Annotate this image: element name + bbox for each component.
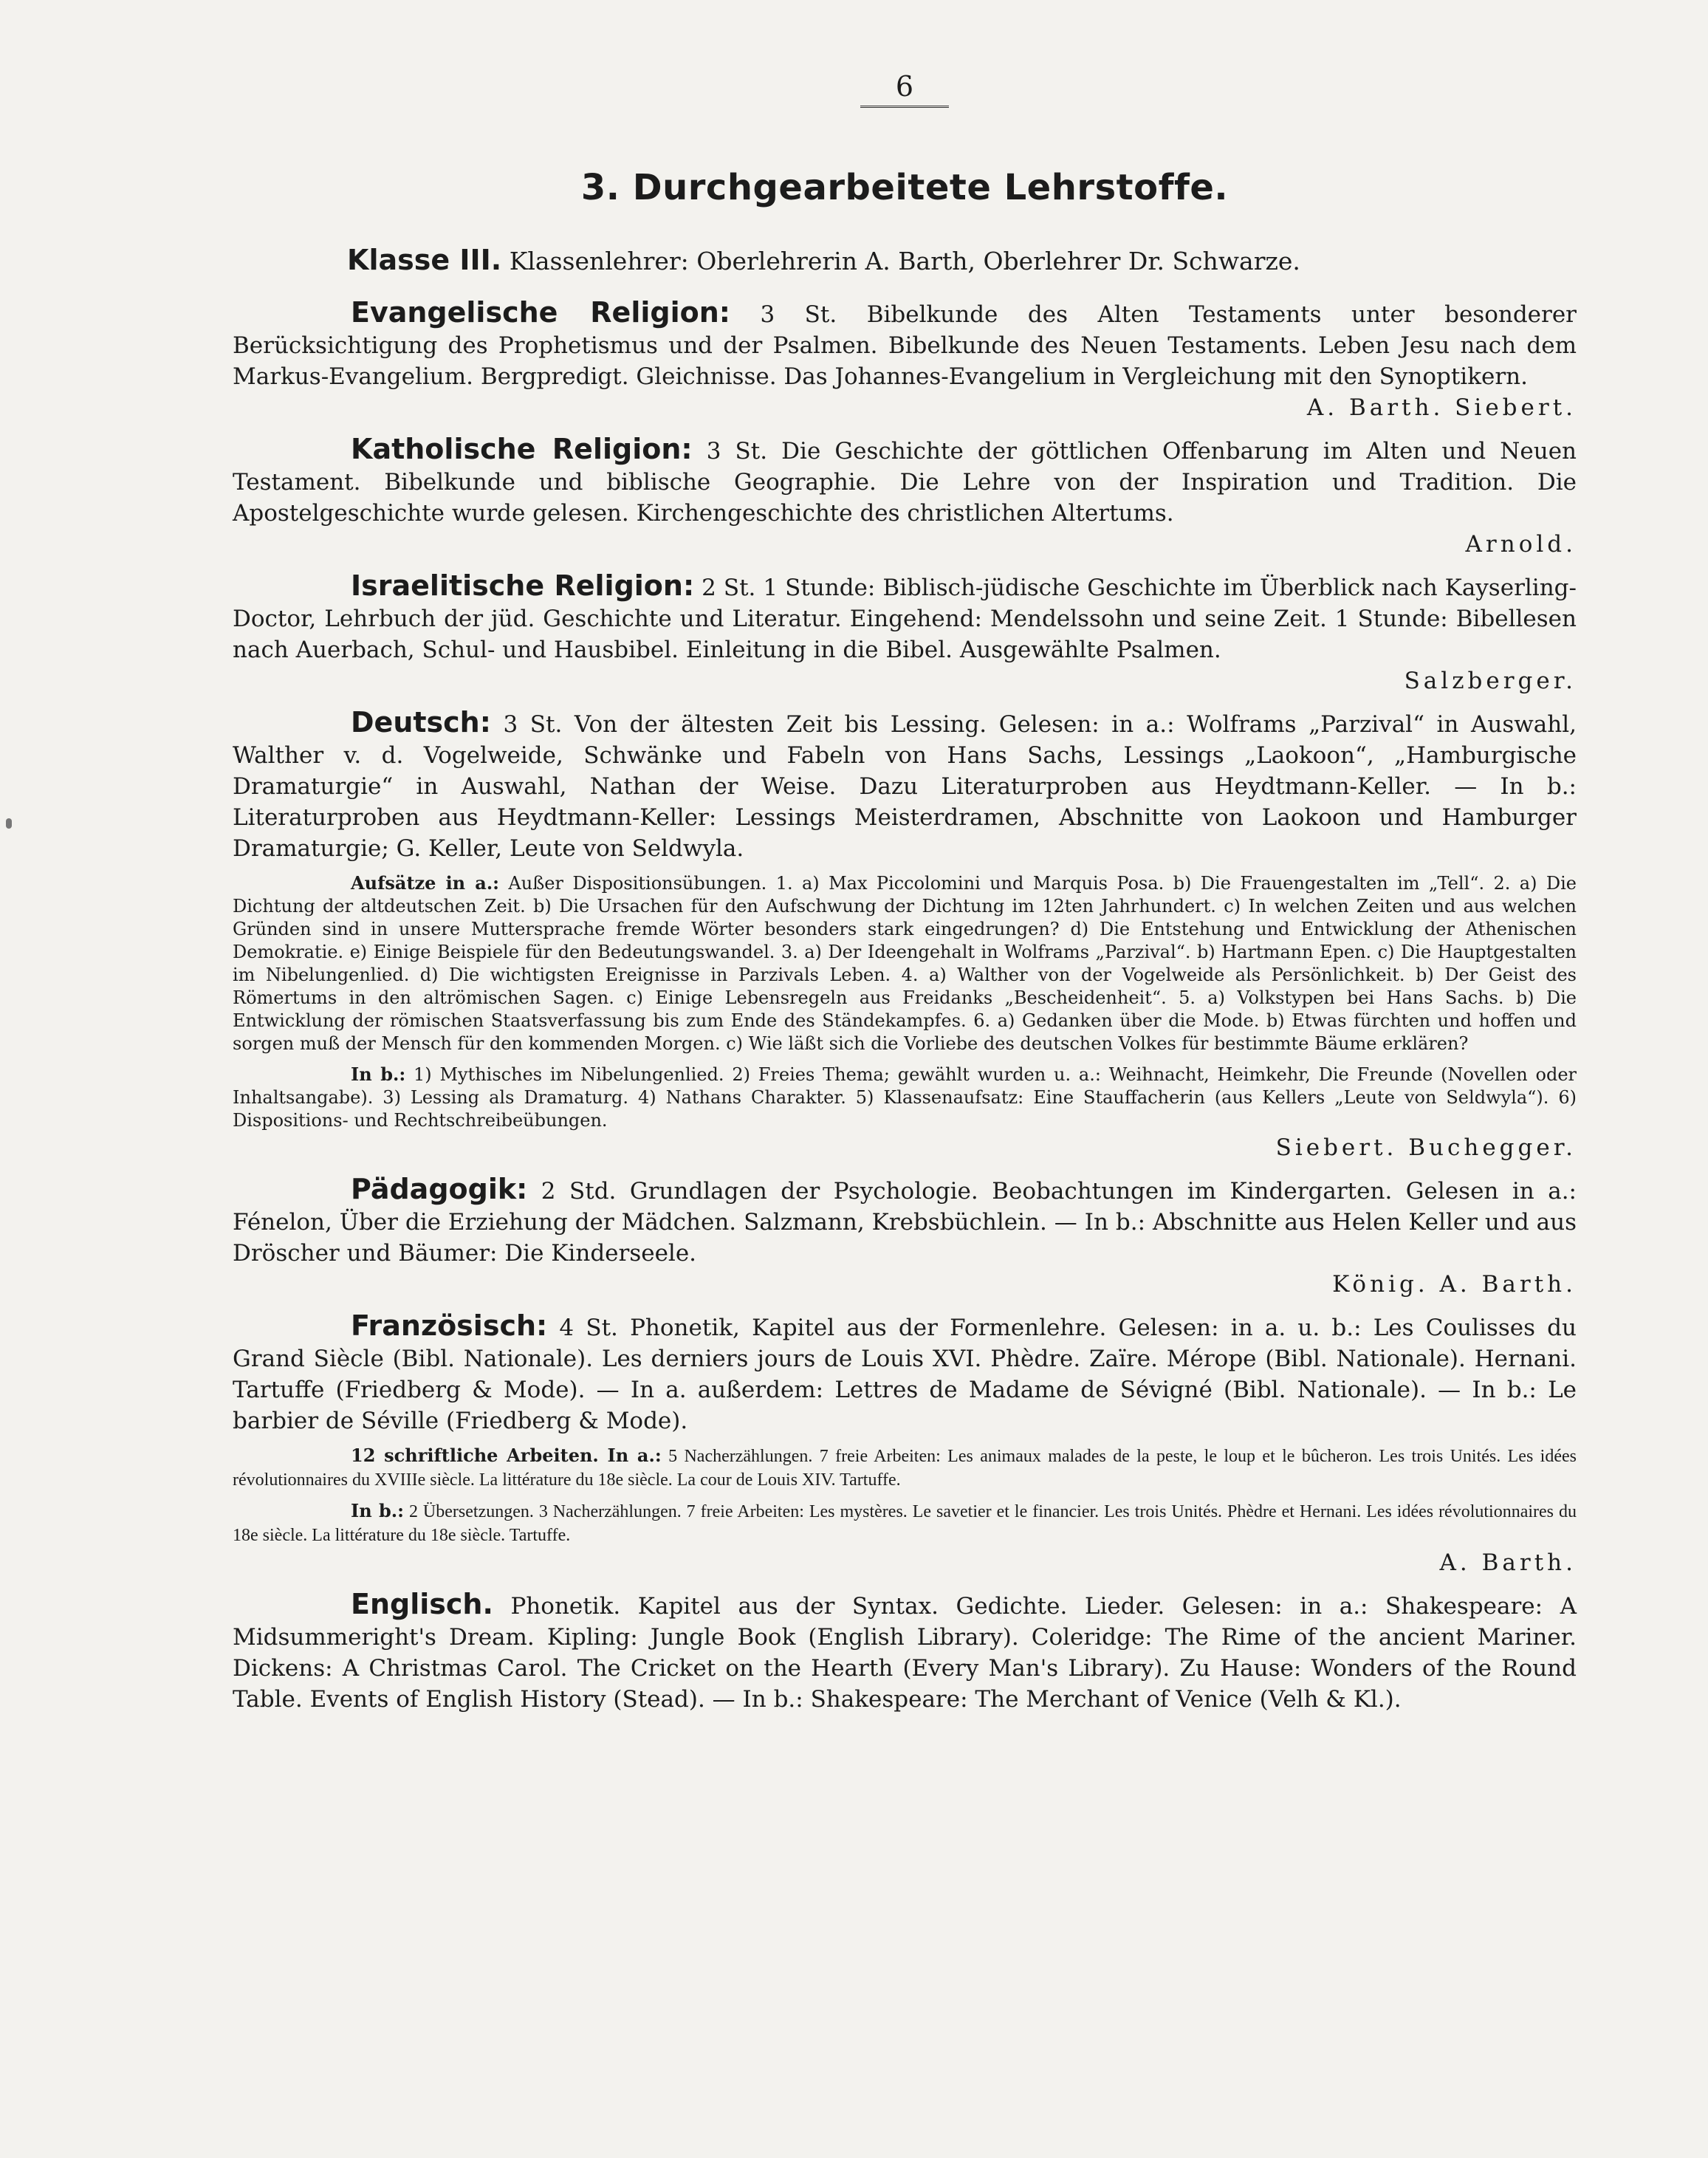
page-number-ornament — [860, 106, 949, 108]
aufsaetze-a-text: Außer Dispositionsübungen. 1. a) Max Piccolomini und Marquis Posa. b) Die Frauengestalten im „Tell“. 2. a) Die Dichtung der altdeutschen Zeit. b) Die Ursachen für den Aufschwung der Dichtung im 12ten Jahrhundert. c) In welchen Zeiten und aus welchen Gründen sind in unsere Muttersprache fremde Wörter besonders stark eingedrungen? d) Die Entstehung und Entwicklung der Athenischen Demokratie. e) Einige Beispiele für den Bedeutungswandel. 3. a) Der Ideengehalt in Wolframs „Parzival“. b) Hartmann Epen. c) Die Hauptgestalten im Nibelungenlied. d) Die wichtigsten Ereignisse in Parzivals Leben. 4. a) Walther von der Vogelweide als Persönlichkeit. b) Der Geist des Römertums in den altrömischen Sagen. c) Einige Lebensregeln aus Freidanks „Bescheidenheit“. 5. a) Volkstypen bei Hans Sachs. b) Die Entwicklung der römischen Staatsverfassung bis zum Ende des Ständekampfes. 6. a) Gedanken über die Mode. b) Etwas fürchten und hoffen und sorgen muß der Mensch für den kommenden Morgen. c) Wie läßt sich die Vorliebe des deutschen Volkes für bestimmte Bäume erklären? — [233, 873, 1577, 1054]
text-israelitisch: 2 St. 1 Stunde: Biblisch-jüdische Geschichte im Überblick nach Kayserling-Doctor, Lehrbuch der jüd. Geschichte und Literatur. Eingehend: Mendelssohn und seine Zeit. 1 Stunde: Bibellesen nach Auerbach, Schul- und Hausbibel. Einleitung in die Bibel. Ausgewählte Psalmen. — [233, 575, 1577, 663]
aufsaetze-b-label: In b.: — [351, 1063, 406, 1085]
section-paedagogik — [233, 1174, 1577, 1300]
heading-evangelisch: Evangelische Religion: — [351, 296, 730, 329]
heading-katholisch: Katholische Religion: — [351, 433, 693, 465]
section-israelitisch — [233, 570, 1577, 696]
scan-edge-mark — [6, 818, 12, 829]
teachers-paedagogik: König. A. Barth. — [1332, 1271, 1577, 1298]
heading-franzoesisch: Französisch: — [351, 1309, 548, 1342]
section-englisch — [233, 1589, 1577, 1715]
page-title: 3. Durchgearbeitete Lehrstoffe. — [580, 167, 1229, 208]
arbeiten-b-text: 2 Übersetzungen. 3 Nacherzählungen. 7 freie Arbeiten: Les mystères. Le savetier et le financier. Les trois Unités. Phèdre et Hernani. Les idées révolutionnaires du 18e siècle. La littérature du 18e siècle. Tartuffe. — [233, 1502, 1577, 1545]
heading-paedagogik: Pädagogik: — [351, 1173, 528, 1205]
teachers-israelitisch: Salzberger. — [1404, 668, 1577, 694]
aufsaetze-a-label: Aufsätze in a.: — [351, 872, 500, 894]
arbeiten-a-label: 12 schriftliche Arbeiten. In a.: — [351, 1445, 662, 1466]
heading-englisch: Englisch. — [351, 1588, 493, 1620]
teachers-evangelisch: A. Barth. Siebert. — [1306, 394, 1577, 421]
section-deutsch — [233, 707, 1577, 1163]
klasse-label: Klasse III. — [347, 244, 502, 276]
heading-deutsch: Deutsch: — [351, 706, 491, 739]
section-katholisch — [233, 434, 1577, 560]
document-page — [233, 70, 1577, 1725]
klasse-line — [347, 244, 1577, 278]
teachers-katholisch: Arnold. — [1465, 531, 1577, 558]
section-evangelisch — [233, 297, 1577, 423]
arbeiten-a-text: 5 Nacherzählungen. 7 freie Arbeiten: Les animaux malades de la peste, le loup et le bûcheron. Les trois Unités. Les idées révolutionnaires du XVIIIe siècle. La littérature du 18e siècle. La cour de Louis XIV. Tartuffe. — [233, 1447, 1577, 1490]
text-paedagogik: 2 Std. Grundlagen der Psychologie. Beobachtungen im Kindergarten. Gelesen in a.: Fénelon, Über die Erziehung der Mädchen. Salzmann, Krebsbüchlein. — In b.: Abschnitte aus Helen Keller und aus Dröscher und Bäumer: Die Kinderseele. — [233, 1178, 1577, 1267]
text-katholisch: 3 St. Die Geschichte der göttlichen Offenbarung im Alten und Neuen Testament. Bibelkunde und biblische Geographie. Die Lehre von der Inspiration und Tradition. Die Apostelgeschichte wurde gelesen. Kirchengeschichte des christlichen Altertums. — [233, 438, 1577, 527]
page-number: 6 — [895, 70, 914, 103]
section-franzoesisch — [233, 1310, 1577, 1578]
klasse-teachers: Klassenlehrer: Oberlehrerin A. Barth, Oberlehrer Dr. Schwarze. — [509, 247, 1300, 275]
text-englisch: Phonetik. Kapitel aus der Syntax. Gedichte. Lieder. Gelesen: in a.: Shakespeare: A Midsummeright's Dream. Kipling: Jungle Book (English Library). Coleridge: The Rime of the ancient Mariner. Dickens: A Christmas Carol. The Cricket on the Hearth (Every Man's Library). Zu Hause: Wonders of the Round Table. Events of English History (Stead). — In b.: Shakespeare: The Merchant of Venice (Velh & Kl.). — [233, 1593, 1577, 1713]
teachers-franzoesisch: A. Barth. — [1439, 1549, 1577, 1576]
teachers-deutsch: Siebert. Buchegger. — [1275, 1134, 1577, 1161]
aufsaetze-b-text: 1) Mythisches im Nibelungenlied. 2) Freies Thema; gewählt wurden u. a.: Weihnacht, Heimkehr, Die Freunde (Novellen oder Inhaltsangabe). 3) Lessing als Dramaturg. 4) Nathans Charakter. 5) Klassenaufsatz: Eine Stauffacherin (aus Kellers „Leute von Seldwyla“). 6) Dispositions- und Rechtschreibeübungen. — [233, 1064, 1577, 1131]
text-franzoesisch: 4 St. Phonetik, Kapitel aus der Formenlehre. Gelesen: in a. u. b.: Les Coulisses du Grand Siècle (Bibl. Nationale). Les derniers jours de Louis XVI. Phèdre. Zaïre. Mérope (Bibl. Nationale). Hernani. Tartuffe (Friedberg & Mode). — In a. außerdem: Lettres de Madame de Sévigné (Bibl. Nationale). — In b.: Le barbier de Séville (Friedberg & Mode). — [233, 1315, 1577, 1434]
arbeiten-b-label: In b.: — [351, 1500, 404, 1521]
heading-israelitisch: Israelitische Religion: — [351, 569, 695, 602]
text-evangelisch: 3 St. Bibelkunde des Alten Testaments unter besonderer Berücksichtigung des Prophetismus und der Psalmen. Bibelkunde des Neuen Testaments. Leben Jesu nach dem Markus-Evangelium. Bergpredigt. Gleichnisse. Das Johannes-Evangelium in Vergleichung mit den Synoptikern. — [233, 301, 1577, 390]
text-deutsch: 3 St. Von der ältesten Zeit bis Lessing. Gelesen: in a.: Wolframs „Parzival“ in Auswahl, Walther v. d. Vogelweide, Schwänke und Fabeln von Hans Sachs, Lessings „Laokoon“, „Hamburgische Dramaturgie“ in Auswahl, Nathan der Weise. Dazu Literaturproben aus Heydtmann-Keller. — In b.: Literaturproben aus Heydtmann-Keller: Lessings Meisterdramen, Abschnitte von Laokoon und Hamburger Dramaturgie; G. Keller, Leute von Seldwyla. — [233, 711, 1577, 862]
